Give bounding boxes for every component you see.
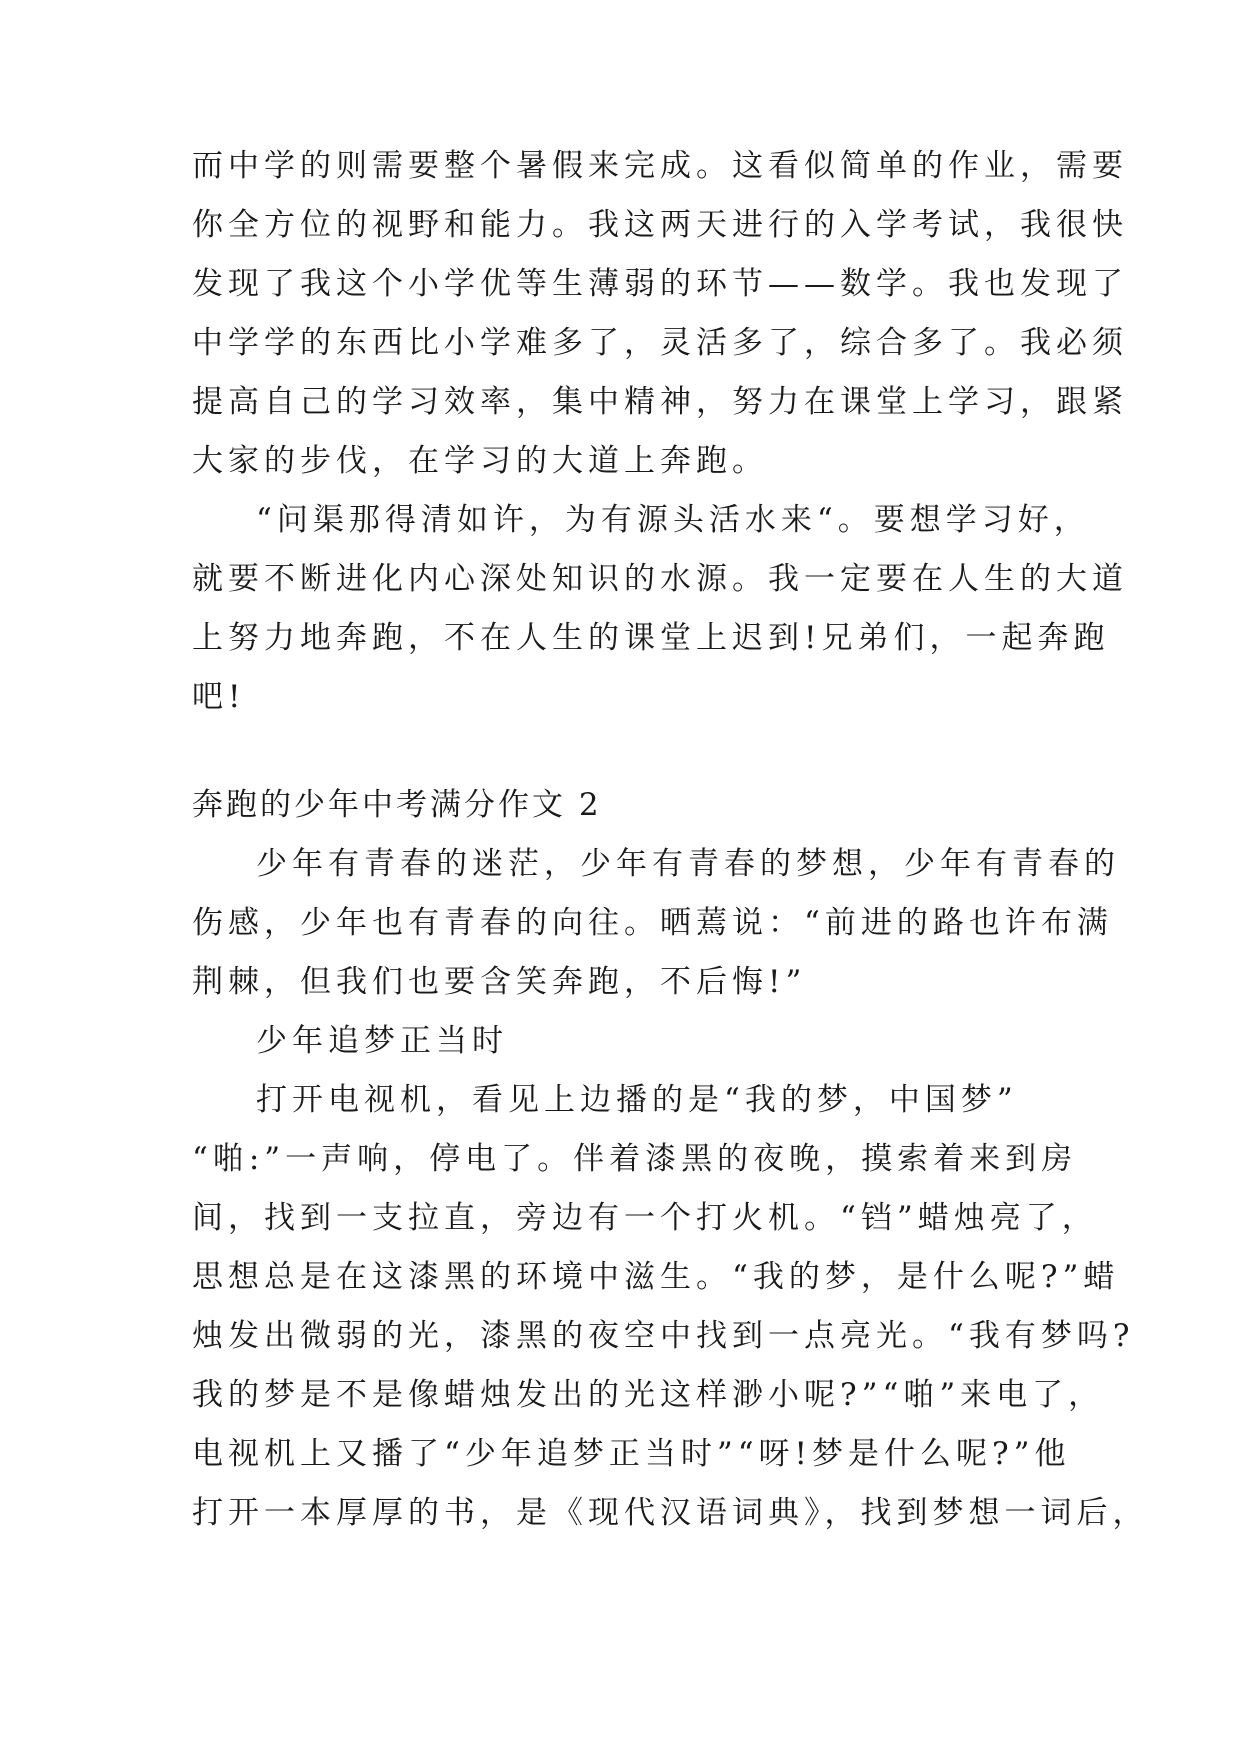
paragraph-line: 思想总是在这漆黑的环境中滋生。“我的梦，是什么呢?”蜡 xyxy=(192,1259,1120,1295)
paragraph-line: 间，找到一支拉直，旁边有一个打火机。“铛”蜡烛亮了， xyxy=(192,1200,1098,1236)
paragraph-line: 打开一本厚厚的书，是《现代汉语词典》，找到梦想一词后， xyxy=(192,1495,1149,1531)
paragraph-line: “问渠那得清如许，为有源头活水来“。要想学习好， xyxy=(256,502,1090,538)
paragraph-line: 而中学的则需要整个暑假来完成。这看似简单的作业，需要 xyxy=(192,148,1128,184)
essay-heading: 奔跑的少年中考满分作文 2 xyxy=(192,787,602,823)
paragraph-line: 荆棘，但我们也要含笑奔跑，不后悔!” xyxy=(192,964,807,1000)
paragraph-line: 中学学的东西比小学难多了，灵活多了，综合多了。我必须 xyxy=(192,325,1128,361)
paragraph-line: 我的梦是不是像蜡烛发出的光这样渺小呢?”“啪”来电了， xyxy=(192,1377,1105,1413)
paragraph-line: 发现了我这个小学优等生薄弱的环节——数学。我也发现了 xyxy=(192,266,1128,302)
paragraph-line: “啪:”一声响，停电了。伴着漆黑的夜晚，摸索着来到房 xyxy=(192,1141,1078,1177)
paragraph-line: 少年有青春的迷茫，少年有青春的梦想，少年有青春的 xyxy=(256,846,1120,882)
paragraph-line: 提高自己的学习效率，集中精神，努力在课堂上学习，跟紧 xyxy=(192,384,1128,420)
paragraph-line: 吧! xyxy=(192,679,246,715)
paragraph-line: 打开电视机，看见上边播的是“我的梦，中国梦” xyxy=(256,1082,1018,1118)
paragraph-line: 就要不断进化内心深处知识的水源。我一定要在人生的大道 xyxy=(192,561,1128,597)
paragraph-line: 大家的步伐，在学习的大道上奔跑。 xyxy=(192,443,768,479)
paragraph-line: 电视机上又播了“少年追梦正当时”“呀!梦是什么呢?”他 xyxy=(192,1436,1071,1472)
sub-heading: 少年追梦正当时 xyxy=(256,1023,508,1059)
paragraph-line: 伤感，少年也有青春的向往。晒蔫说：“前进的路也许布满 xyxy=(192,905,1113,941)
paragraph-line: 你全方位的视野和能力。我这两天进行的入学考试，我很快 xyxy=(192,207,1128,243)
paragraph-line: 上努力地奔跑，不在人生的课堂上迟到!兄弟们，一起奔跑 xyxy=(192,620,1110,656)
paragraph-line: 烛发出微弱的光，漆黑的夜空中找到一点亮光。“我有梦吗? xyxy=(192,1318,1135,1354)
